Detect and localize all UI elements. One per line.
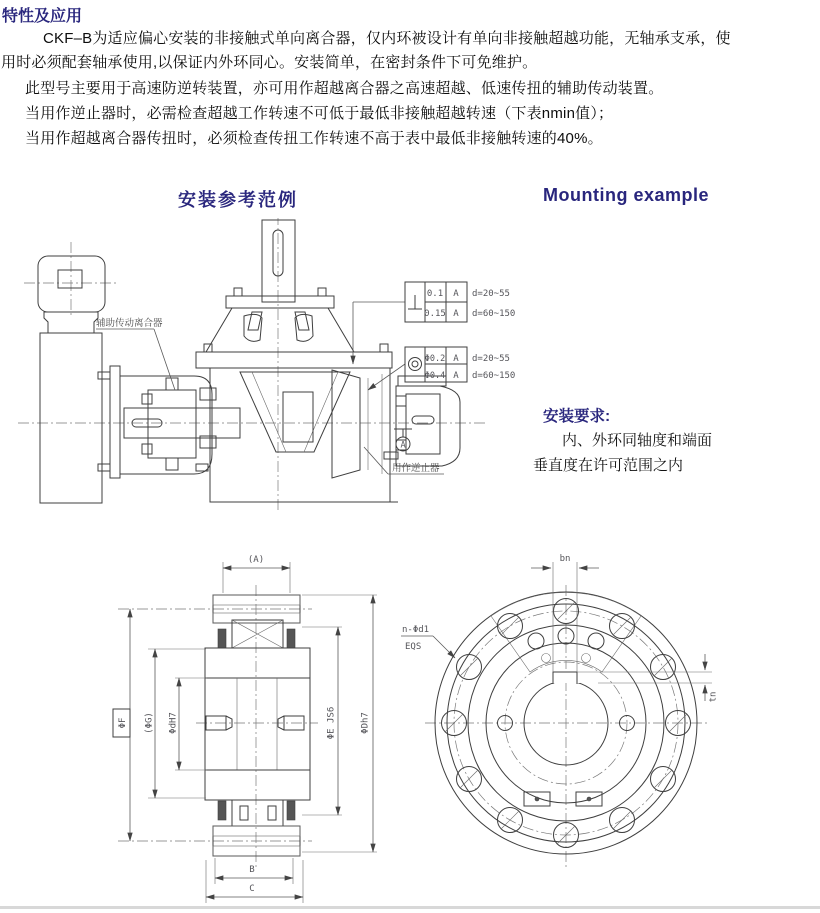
conc-row1-range: d=20~55: [472, 354, 510, 364]
perp-row1-range: d=20~55: [472, 289, 510, 299]
install-req-title: 安装要求:: [543, 408, 611, 425]
auxiliary-clutch: [98, 366, 240, 478]
motor: [38, 256, 105, 503]
paragraph-line-1: CKF–B为适应偏心安装的非接触式单向离合器，仅内环被设计有单向非接触超越功能，无轴承支承，使: [43, 30, 731, 47]
install-req-line-1: 内、外环同轴度和端面: [562, 432, 713, 449]
dim-g-label: (ΦG): [144, 712, 155, 734]
aux-clutch-label: 辅助传动离合器: [96, 318, 163, 329]
conc-row2-range: d=60~150: [472, 371, 516, 381]
paragraph-line-4: 当用作逆止器时，必需检查超越工作转速不可低于最低非接触超越转速（下表nmin值）；: [25, 105, 614, 122]
install-req-line-2: 垂直度在许可范围之内: [533, 457, 684, 474]
cross-section-view: [113, 555, 377, 903]
dim-tn-label: tn: [708, 691, 719, 703]
dim-a-label: (A): [247, 555, 265, 565]
dim-c-label: C: [249, 884, 255, 894]
section-heading-en: Mounting example: [543, 185, 710, 205]
page-bottom-rule: [0, 906, 820, 909]
perpendicularity-icon: [408, 295, 422, 309]
datum-a-symbol: [394, 429, 412, 451]
assembly-drawing: [0, 218, 820, 518]
gearbox: [196, 220, 398, 502]
conc-row2-datum: A: [453, 371, 459, 381]
conc-row1-value: Φ0.2: [424, 354, 446, 364]
backstop-label: 用作逆止器: [392, 463, 440, 474]
hole-note-line2: EQS: [405, 642, 422, 652]
conc-row2-value: Φ0.4: [424, 371, 446, 381]
hole-callout: [401, 625, 455, 658]
paragraph-line-5: 当用作超越离合器传扭时，必须检查传扭工作转速不高于表中最低非接触转速的40%。: [25, 130, 603, 147]
section-heading-cn: 安装参考范例: [178, 190, 298, 210]
dim-bn-label: bn: [559, 554, 571, 564]
dim-cap-d-label: ΦDh7: [360, 712, 371, 734]
perp-row2-datum: A: [453, 309, 459, 319]
perp-row2-range: d=60~150: [472, 309, 516, 319]
conc-row1-datum: A: [453, 354, 459, 364]
dim-e-label: ΦE JS6: [326, 706, 337, 740]
hole-note-line1: n-Φd1: [402, 625, 430, 635]
perp-row2-value: 0.15: [424, 309, 446, 319]
end-view: [425, 554, 719, 868]
page-title: 特性及应用: [2, 8, 83, 25]
concentricity-icon: [409, 358, 422, 371]
dim-d-label: ΦdH7: [168, 712, 179, 734]
backstop-clutch: [384, 376, 460, 466]
dimension-drawing: [0, 525, 820, 913]
paragraph-line-3: 此型号主要用于高速防逆转装置，亦可用作超越离合器之高速超越、低速传扭的辅助传动装置。: [25, 80, 664, 97]
perp-row1-datum: A: [453, 289, 459, 299]
dim-f-label: ΦF: [118, 717, 128, 729]
paragraph-line-2: 用时必须配套轴承使用,以保证内外环同心。安装简单，在密封条件下可免维护。: [1, 54, 538, 71]
perp-row1-value: 0.1: [426, 289, 444, 299]
datum-letter: A: [400, 440, 406, 451]
dim-b-label: B: [249, 865, 255, 875]
